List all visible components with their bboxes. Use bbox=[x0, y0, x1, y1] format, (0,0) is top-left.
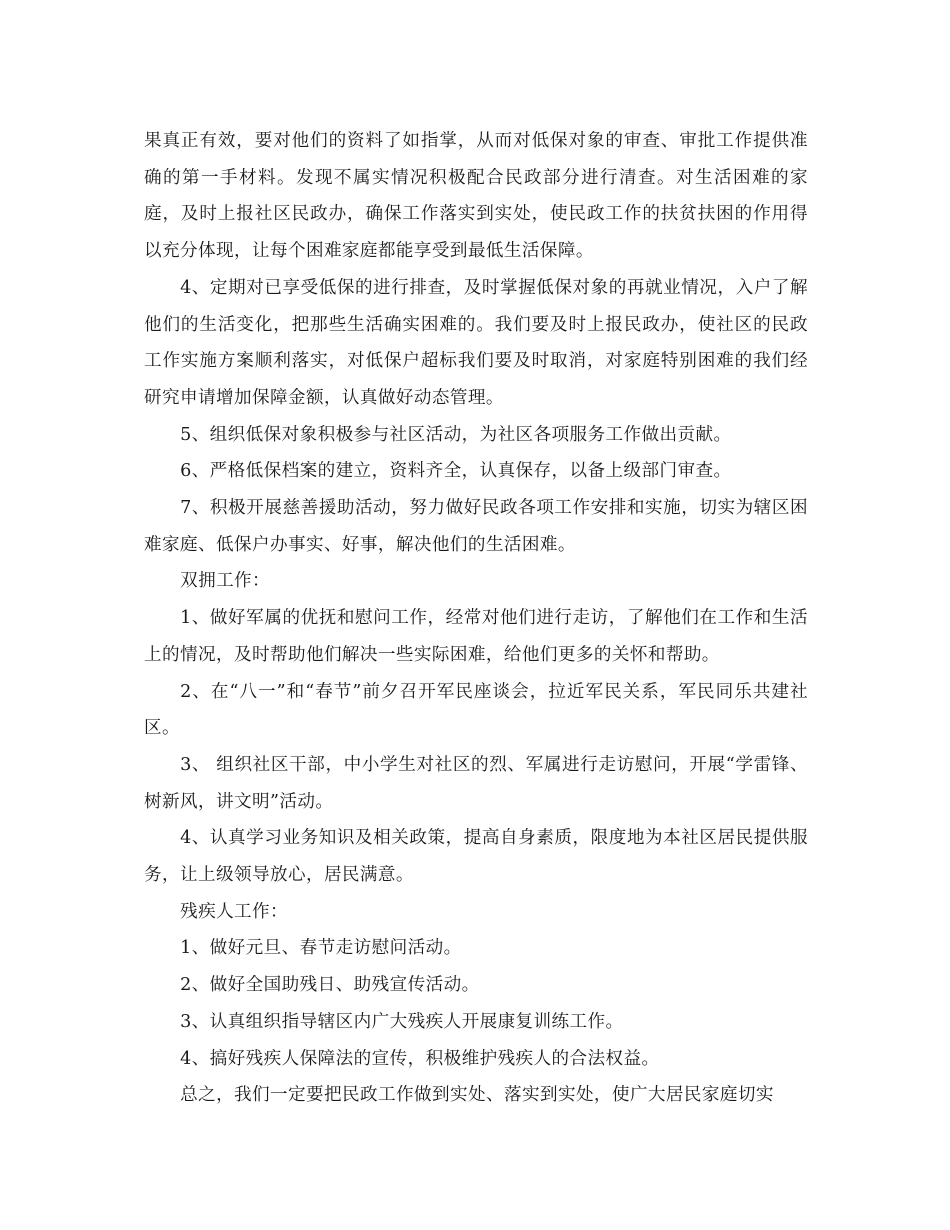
paragraph-double-support-2: 2、在“八一”和“春节”前夕召开军民座谈会，拉近军民关系，军民同乐共建社区。 bbox=[144, 681, 808, 739]
paragraph-item-6-archives: 6、严格低保档案的建立，资料齐全，认真保存，以备上级部门审查。 bbox=[180, 461, 732, 482]
paragraph-disabled-2: 2、做好全国助残日、助残宣传活动。 bbox=[180, 975, 480, 996]
paragraph-disabled-1: 1、做好元旦、春节走访慰问活动。 bbox=[180, 938, 462, 959]
paragraph-conclusion: 总之，我们一定要把民政工作做到实处、落实到实处，使广大居民家庭切实 bbox=[180, 1085, 774, 1106]
paragraph-continuation: 果真正有效，要对他们的资料了如指掌，从而对低保对象的审查、审批工作提供准确的第一手材料。发现不属实情况积极配合民政部分进行清查。对生活困难的家庭，及时上报社区民政办，确保工作落实到实处，使民政工作的扶贫扶困的作用得以充分体现，让每个困难家庭都能享受到最低生活保障。 bbox=[144, 131, 808, 262]
section-heading-disabled-work: 残疾人工作： bbox=[180, 901, 289, 922]
section-heading-double-support: 双拥工作： bbox=[180, 571, 271, 592]
paragraph-double-support-1: 1、做好军属的优抚和慰问工作，经常对他们进行走访，了解他们在工作和生活上的情况，及时帮助他们解决一些实际困难，给他们更多的关怀和帮助。 bbox=[144, 608, 808, 665]
document-body bbox=[144, 123, 808, 1114]
paragraph-disabled-3: 3、认真组织指导辖区内广大残疾人开展康复训练工作。 bbox=[180, 1011, 624, 1032]
paragraph-item-7-charity: 7、积极开展慈善援助活动，努力做好民政各项工作安排和实施，切实为辖区困难家庭、低保户办事实、好事，解决他们的生活困难。 bbox=[144, 498, 808, 555]
paragraph-double-support-4: 4、认真学习业务知识及相关政策，提高自身素质，限度地为本社区居民提供服务，让上级领导放心，居民满意。 bbox=[144, 828, 808, 886]
paragraph-item-4-review: 4、定期对已享受低保的进行排查，及时掌握低保对象的再就业情况，入户了解他们的生活变化，把那些生活确实困难的。我们要及时上报民政办，使社区的民政工作实施方案顺利落实，对低保户超标我们要及时取消，对家庭特别困难的我们经研究申请增加保障金额，认真做好动态管理。 bbox=[144, 277, 808, 408]
paragraph-item-5-activities: 5、组织低保对象积极参与社区活动，为社区各项服务工作做出贡献。 bbox=[180, 424, 732, 445]
paragraph-double-support-3: 3、 组织社区干部，中小学生对社区的烈、军属进行走访慰问，开展“学雷锋、树新风，讲文明”活动。 bbox=[144, 754, 808, 812]
paragraph-disabled-4: 4、搞好残疾人保障法的宣传，积极维护残疾人的合法权益。 bbox=[180, 1048, 660, 1069]
